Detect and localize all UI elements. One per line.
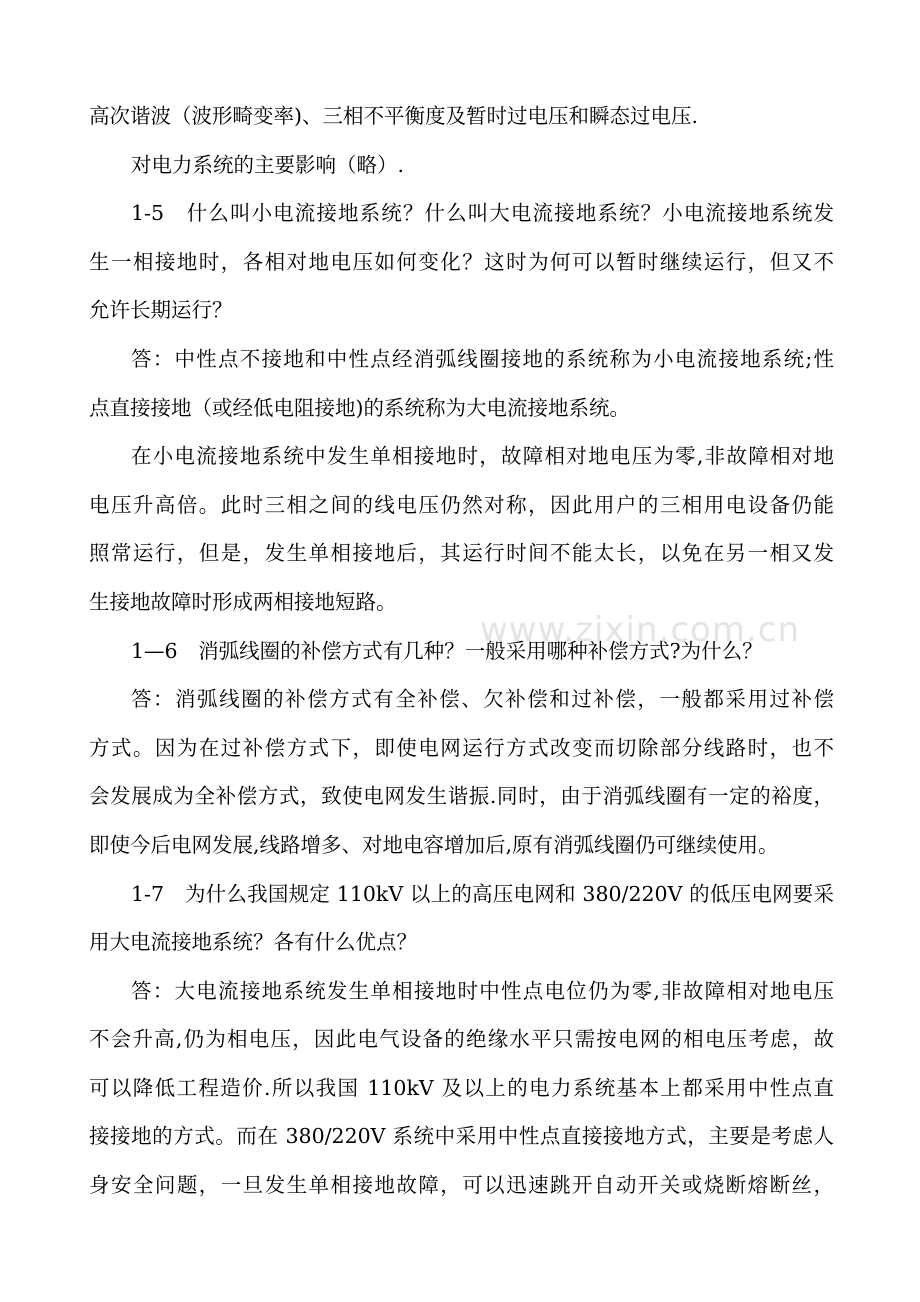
text-line: 可以降低工程造价.所以我国 110kV 及以上的电力系统基本上都采用中性点直 [89,1075,834,1100]
text-line: 照常运行，但是，发生单相接地后，其运行时间不能太长，以免在另一相又发 [89,541,834,566]
watermark: www.zixin.com.cn [480,610,800,650]
text-line: 接接地的方式。而在 380/220V 系统中采用中性点直接接地方式，主要是考虑人 [89,1124,834,1149]
text-line: 答：中性点不接地和中性点经消弧线圈接地的系统称为小电流接地系统;性 [131,346,834,371]
text-line: 电压升高倍。此时三相之间的线电压仍然对称，因此用户的三相用电设备仍能 [89,492,834,517]
document-body [89,92,834,1210]
text-line: 1-7 为什么我国规定 110kV 以上的高压电网和 380/220V 的低压电网要采 [131,881,834,906]
text-line: 生一相接地时，各相对地电压如何变化？这时为何可以暂时继续运行，但又不 [89,249,834,274]
text-line: 用大电流接地系统？各有什么优点？ [89,930,417,955]
text-line: 1—6 消弧线圈的补偿方式有几种？一般采用哪种补偿方式?为什么？ [131,638,763,663]
text-line: 允许长期运行？ [89,298,233,323]
text-line: 答：大电流接地系统发生单相接地时中性点电位仍为零,非故障相对地电压 [131,978,834,1003]
text-line: 不会升高,仍为相电压，因此电气设备的绝缘水平只需按电网的相电压考虑，故 [89,1027,834,1052]
text-line: 1-5 什么叫小电流接地系统？什么叫大电流接地系统？小电流接地系统发 [131,201,834,226]
text-line: 身安全问题，一旦发生单相接地故障，可以迅速跳开自动开关或烧断熔断丝， [89,1173,834,1198]
text-line: 即使今后电网发展,线路增多、对地电容增加后,原有消弧线圈仍可继续使用。 [89,832,779,857]
text-line: 答：消弧线圈的补偿方式有全补偿、欠补偿和过补偿，一般都采用过补偿 [131,687,834,712]
text-line: 对电力系统的主要影响（略）. [131,152,405,177]
text-line: 在小电流接地系统中发生单相接地时，故障相对地电压为零,非故障相对地 [131,444,834,469]
text-line: 会发展成为全补偿方式，致使电网发生谐振.同时，由于消弧线圈有一定的裕度， [89,784,834,809]
text-line: 方式。因为在过补偿方式下，即使电网运行方式改变而切除部分线路时，也不 [89,735,834,760]
text-line: 生接地故障时形成两相接地短路。 [89,589,397,614]
text-line: 高次谐波（波形畸变率)、三相不平衡度及暂时过电压和瞬态过电压. [89,104,699,128]
text-line: 点直接接地（或经低电阻接地)的系统称为大电流接地系统。 [89,395,630,420]
